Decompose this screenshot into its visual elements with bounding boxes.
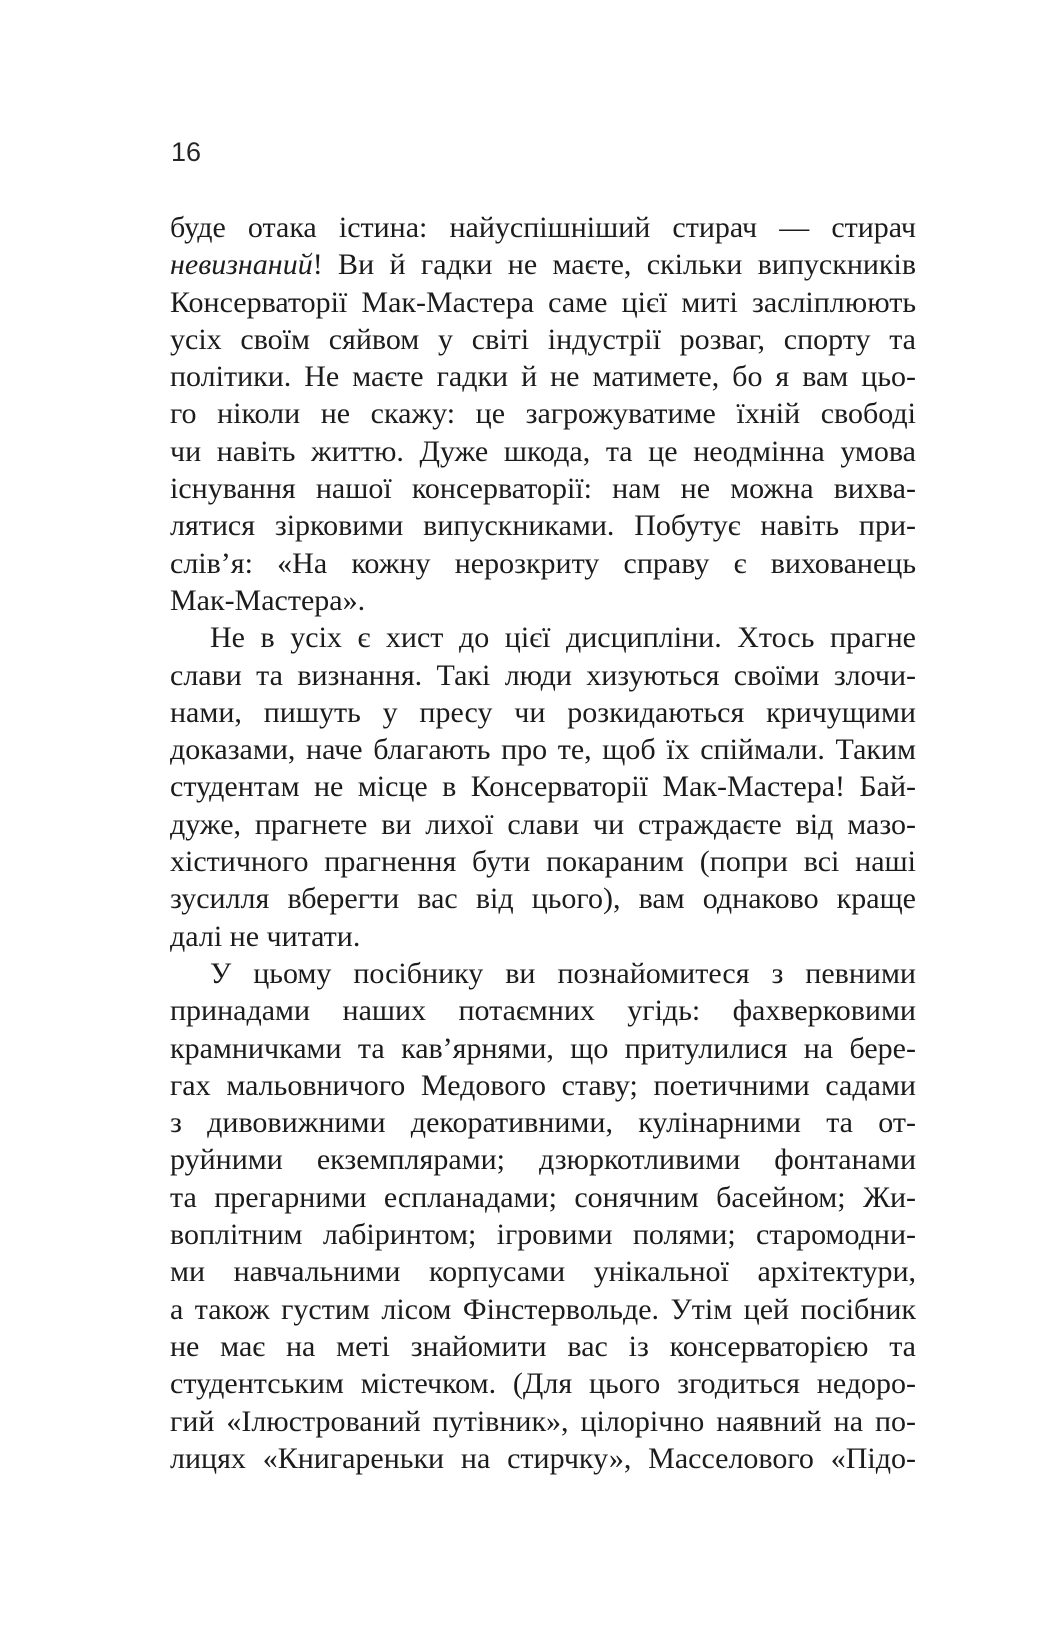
text-segment: студентам не місце в Консерваторії Мак-Мастера! Бай- [170,770,916,804]
text-line [170,507,916,544]
text-line [170,768,916,805]
text-line [170,545,916,582]
text-line [170,1291,916,1328]
text-segment: студентським містечком. (Для цього згодиться недоро- [170,1367,916,1401]
text-segment: зусилля вберегти вас від цього), вам однаково краще [170,882,916,916]
text-segment: руйними екземплярами; дзюркотливими фонтанами [170,1143,916,1177]
page-number: 16 [171,137,202,167]
text-segment: далі не читати. [170,919,361,953]
text-line [170,843,916,880]
text-segment: існування нашої консерваторії: нам не можна вихва- [170,472,916,506]
text-segment: слів’я: «На кожну нерозкриту справу є вихованець [170,546,916,580]
text-line [170,246,916,283]
text-line [170,880,916,917]
text-line [170,433,916,470]
text-segment: принадами наших потаємних угідь: фахверковими [170,994,916,1028]
text-line [170,731,916,768]
text-line [170,582,916,619]
text-line [170,1253,916,1290]
text-line [170,284,916,321]
text-line [170,918,916,955]
text-line [170,1067,916,1104]
text-segment: з дивовижними декоративними, кулінарними та от- [170,1106,916,1140]
text-segment: го ніколи не скажу: це загрожуватиме їхній свободі [170,397,916,431]
text-line [170,1179,916,1216]
text-segment: дуже, прагнете ви лихої слави чи страждаєте від мазо- [170,807,916,841]
text-line [170,694,916,731]
text-segment: буде отака істина: найуспішніший стирач — стирач [170,211,916,244]
text-segment: У цьому посібнику ви познайомитеся з певними [210,956,916,990]
text-line [170,470,916,507]
text-line [170,1365,916,1402]
text-segment: політики. Не маєте гадки й не матимете, бо я вам цьо- [170,360,916,394]
text-segment: Консерваторії Мак-Мастера саме цієї миті засліплюють [170,285,916,319]
text-line [170,657,916,694]
text-line [170,992,916,1029]
text-line [170,321,916,358]
text-segment: ми навчальними корпусами унікальної архітектури, [170,1255,916,1289]
text-line [170,806,916,843]
text-segment: гий «Ілюстрований путівник», цілорічно наявний на по- [170,1404,916,1438]
text-segment: лицях «Книгареньки на стирчку», Масселового «Підо- [170,1441,916,1475]
italic-text: невизнаний [170,248,313,282]
text-line [170,1440,916,1477]
text-line [170,1403,916,1440]
text-segment: хістичного прагнення бути покараним (попри всі наші [170,845,916,879]
text-segment: воплітним лабіринтом; ігровими полями; старомодни- [170,1218,916,1252]
text-segment: гах мальовничого Медового ставу; поетичними садами [170,1068,916,1102]
text-segment: усіх своїм сяйвом у світі індустрії розваг, спорту та [170,322,916,356]
text-segment: не має на меті знайомити вас із консерваторією та [170,1329,916,1363]
page-text [170,209,916,1477]
text-segment: крамничками та кав’ярнями, що притулилися на бере- [170,1031,916,1065]
text-segment: ! Ви й гадки не маєте, скільки випускників [312,248,916,282]
text-segment: лятися зірковими випускниками. Побутує навіть при- [170,509,916,543]
text-line [170,209,916,246]
text-line [170,1328,916,1365]
text-segment: Мак-Мастера». [170,583,366,617]
text-line [170,955,916,992]
text-segment: нами, пишуть у пресу чи розкидаються кричущими [170,695,916,729]
text-line [170,395,916,432]
text-segment: Не в усіх є хист до цієї дисципліни. Хтось прагне [210,621,916,655]
text-segment: а також густим лісом Фінстервольде. Утім цей посібник [170,1292,916,1326]
text-segment: слави та визнання. Такі люди хизуються своїми злочи- [170,658,916,692]
text-line [170,1104,916,1141]
text-line [170,1141,916,1178]
text-line [170,1030,916,1067]
text-line [170,619,916,656]
text-segment: чи навіть життю. Дуже шкода, та це неодмінна умова [170,434,916,468]
text-line [170,358,916,395]
text-segment: доказами, наче благають про те, щоб їх спіймали. Таким [170,733,916,767]
text-segment: та прегарними еспланадами; сонячним басейном; Жи- [170,1180,916,1214]
text-line [170,1216,916,1253]
